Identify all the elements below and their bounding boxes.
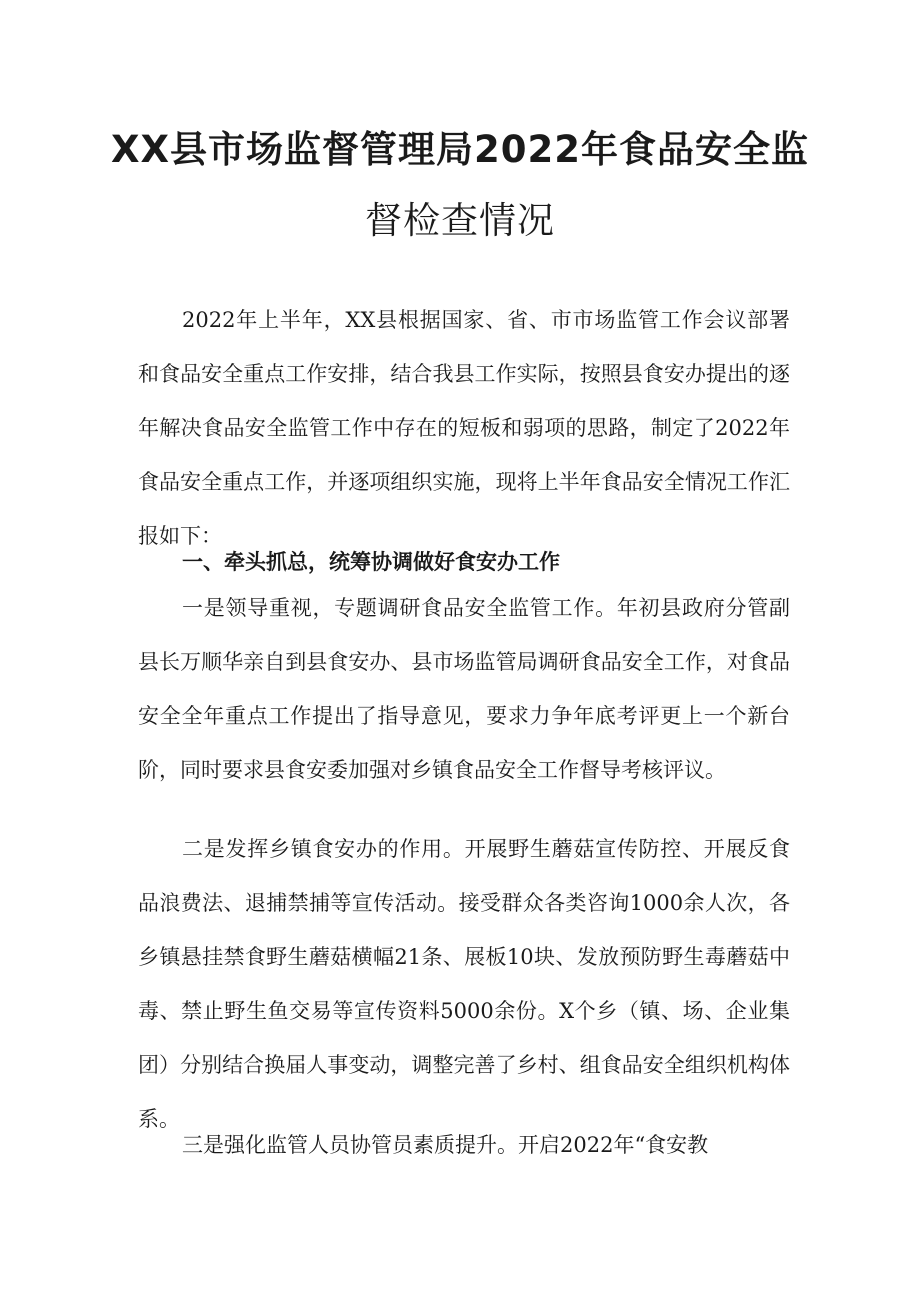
intro-paragraph: 2022年上半年，XX县根据国家、省、市市场监管工作会议部署和食品安全重点工作安排，结合我县工作实际，按照县食安办提出的逐年解决食品安全监管工作中存在的短板和弱项的思路，制定了2022年食品安全重点工作，并逐项组织实施，现将上半年食品安全情况工作汇报如下： [138, 308, 790, 548]
section-heading-1: 一、牵头抓总，统筹协调做好食安办工作 [182, 550, 560, 574]
body-paragraph-1: 一是领导重视，专题调研食品安全监管工作。年初县政府分管副县长万顺华亲自到县食安办、县市场监管局调研食品安全工作，对食品安全全年重点工作提出了指导意见，要求力争年底考评更上一个新台阶，同时要求县食安委加强对乡镇食品安全工作督导考核评议。 [138, 596, 790, 782]
document-title-line-2: 督检查情况 [365, 199, 555, 242]
document-title-line-1: XX县市场监督管理局2022年食品安全监 [110, 128, 810, 171]
body-paragraph-3: 三是强化监管人员协管员素质提升。开启2022年“食安教 [182, 1133, 709, 1157]
body-paragraph-2: 二是发挥乡镇食安办的作用。开展野生蘑菇宣传防控、开展反食品浪费法、退捕禁捕等宣传活动。接受群众各类咨询1000余人次，各乡镇悬挂禁食野生蘑菇横幅21条、展板10块、发放预防野生毒蘑菇中毒、禁止野生鱼交易等宣传资料5000余份。X个乡（镇、场、企业集团）分别结合换届人事变动，调整完善了乡村、组食品安全组织机构体系。 [138, 837, 790, 1131]
